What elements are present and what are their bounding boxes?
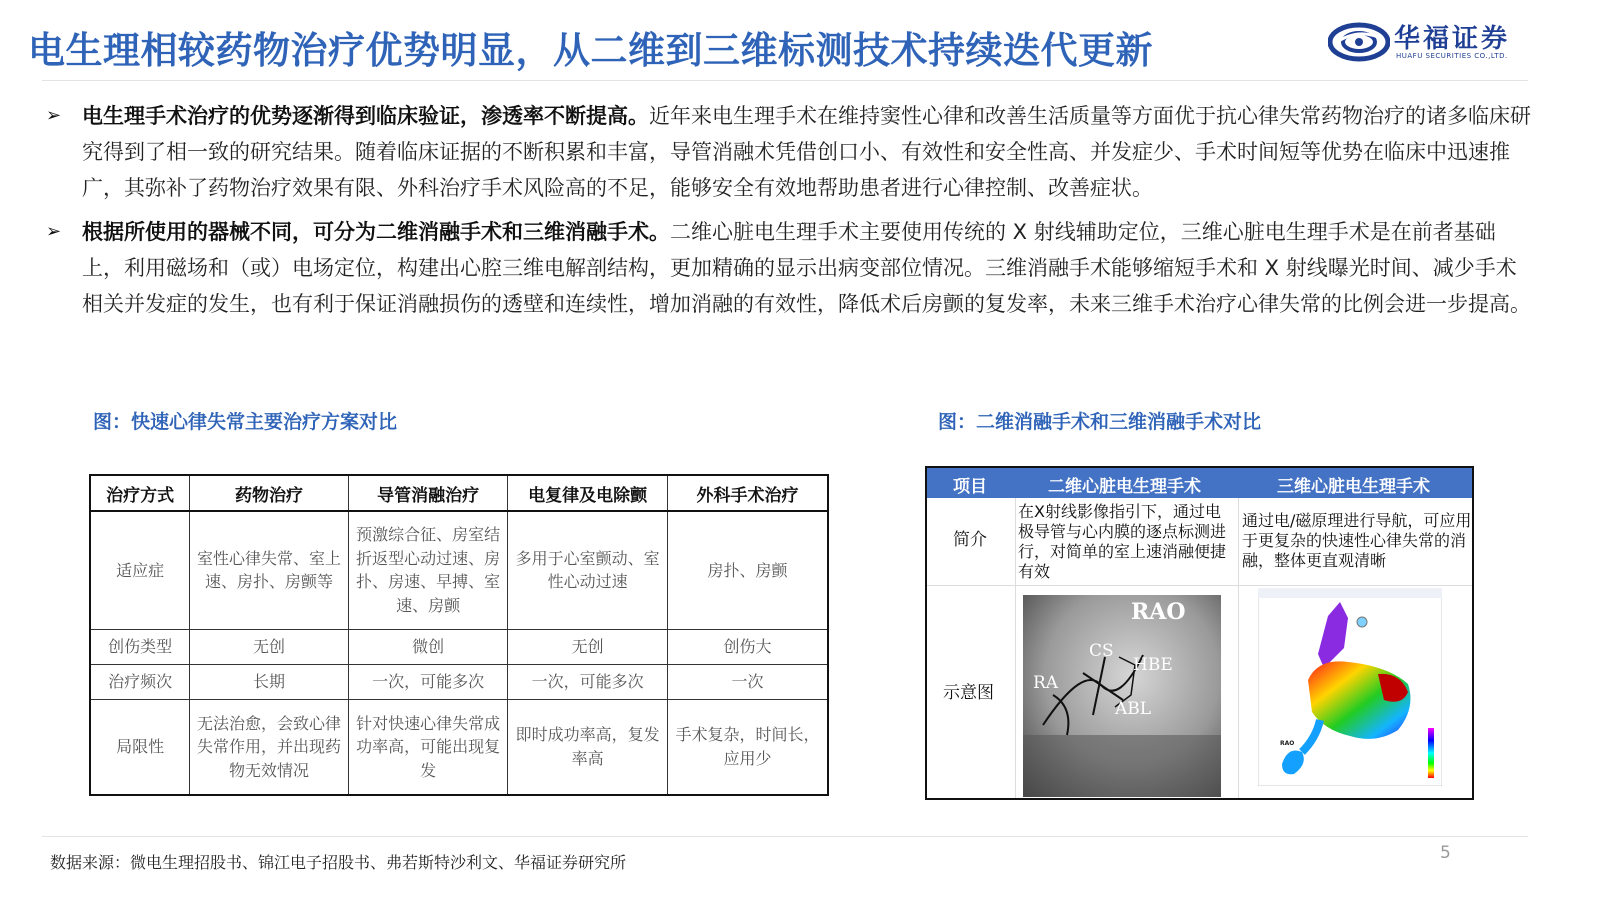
column-divider: [1238, 498, 1239, 798]
xray-label-ra: RA: [1033, 673, 1059, 693]
bullet-item: [46, 214, 1536, 322]
bullet-item: [46, 98, 1536, 206]
bullet-body: 近年来电生理手术在维持窦性心律和改善生活质量等方面优于抗心律失常药物治疗的诸多临床研究得到了相一致的研究结果。随着临床证据的不断积累和丰富，导管消融术凭借创口小、有效性和安全性高、并发症少、手术时间短等优势在临床中迅速推广，其弥补了药物治疗效果有限、外科治疗手术风险高的不足，能够安全有效地帮助患者进行心律控制、改善症状。: [82, 104, 1531, 200]
3d-electroanatomic-map-image: [1258, 588, 1442, 786]
table2-header-item: 项目: [953, 477, 987, 497]
table-cell: 多用于心室颤动、室性心动过速: [508, 511, 668, 629]
table-header-cell: 导管消融治疗: [348, 475, 508, 511]
table-cell: 房扑、房颤: [667, 511, 828, 629]
table-header-cell: 药物治疗: [190, 475, 349, 511]
table-cell: 无创: [190, 629, 349, 664]
table-row: [90, 511, 828, 629]
table-header-row: [90, 475, 828, 511]
table-cell: 局限性: [90, 699, 190, 795]
table-cell: 创伤大: [667, 629, 828, 664]
arrow-bullet-icon: ➢: [46, 105, 62, 126]
table-row: [90, 629, 828, 664]
figure2-caption: 图：二维消融手术和三维消融手术对比: [938, 411, 1262, 433]
map-label-rao: RAO: [1280, 740, 1295, 747]
table-cell: 创伤类型: [90, 629, 190, 664]
row1-label: 简介: [953, 530, 987, 550]
table-cell: 针对快速心律失常成功率高，可能出现复发: [348, 699, 508, 795]
table-cell: 即时成功率高，复发率高: [508, 699, 668, 795]
table-row: [90, 664, 828, 699]
table-cell: 预激综合征、房室结折返型心动过速、房扑、房速、早搏、室速、房颤: [348, 511, 508, 629]
table-cell: 一次，可能多次: [508, 664, 668, 699]
table-cell: 长期: [190, 664, 349, 699]
page-title: 电生理相较药物治疗优势明显，从二维到三维标测技术持续迭代更新: [28, 29, 1153, 72]
table-cell: 一次，可能多次: [348, 664, 508, 699]
table-row: [90, 699, 828, 795]
xray-label-hbe: HBE: [1133, 655, 1173, 675]
header-divider: [42, 80, 1528, 81]
xray-label-cs: CS: [1089, 641, 1114, 661]
data-source-note: 数据来源：微电生理招股书、锦江电子招股书、弗若斯特沙利文、华福证券研究所: [50, 853, 627, 872]
table-cell: 适应症: [90, 511, 190, 629]
table2-header-3d: 三维心脏电生理手术: [1277, 477, 1430, 497]
xray-label-rao: RAO: [1131, 599, 1186, 625]
table-cell: 无法治愈，会致心律失常作用，并出现药物无效情况: [190, 699, 349, 795]
arrow-bullet-icon: ➢: [46, 221, 62, 242]
table-cell: 微创: [348, 629, 508, 664]
table-cell: 室性心律失常、室上速、房扑、房颤等: [190, 511, 349, 629]
xray-fluoroscopy-image: [1023, 595, 1221, 797]
table-header-cell: 电复律及电除颤: [508, 475, 668, 511]
intro-3d-cell: 通过电/磁原理进行导航，可应用于更复杂的快速性心律失常的消融，整体更直观清晰: [1242, 511, 1472, 570]
table-cell: 手术复杂，时间长，应用少: [667, 699, 828, 795]
table2-header-row: [927, 468, 1472, 498]
company-logo: [1328, 16, 1538, 66]
table-cell: 治疗频次: [90, 664, 190, 699]
bullet-body: 二维心脏电生理手术主要使用传统的 X 射线辅助定位，三维心脏电生理手术是在前者基础上，利用磁场和（或）电场定位，构建出心腔三维电解剖结构，更加精确的显示出病变部位情况。三维消融手术能够缩短手术和 X 射线曝光时间、减少手术相关并发症的发生，也有利于保证消融损伤的透壁和连续性，增加消融的有效性，降低术后房颤的复发率，未来三维手术治疗心律失常的比例会进一步提高。: [82, 220, 1531, 316]
table-header-cell: 治疗方式: [90, 475, 190, 511]
table-header-cell: 外科手术治疗: [667, 475, 828, 511]
logo-chinese-name: 华福证券: [1394, 24, 1511, 54]
intro-2d-cell: 在X射线影像指引下，通过电极导管与心内膜的逐点标测进行，对简单的室上速消融便捷有效: [1018, 502, 1227, 581]
treatment-comparison-table: [89, 474, 829, 796]
row-divider: [927, 585, 1472, 586]
logo-english-name: HUAFU SECURITIES CO.,LTD.: [1396, 52, 1508, 60]
3d-map-graphic: [1258, 588, 1442, 786]
page-number: 5: [1440, 843, 1451, 863]
xray-background-graphic: [1023, 595, 1221, 797]
bullet-bold-lead: 电生理手术治疗的优势逐渐得到临床验证，渗透率不断提高。: [82, 104, 649, 128]
huafu-logo-icon: [1328, 22, 1390, 62]
bullet-bold-lead: 根据所使用的器械不同，可分为二维消融手术和三维消融手术。: [82, 220, 670, 244]
ablation-comparison-table: [925, 466, 1474, 800]
table2-header-2d: 二维心脏电生理手术: [1048, 477, 1201, 497]
column-divider: [1015, 498, 1016, 798]
figure1-caption: 图：快速心律失常主要治疗方案对比: [93, 411, 398, 433]
xray-label-abl: ABL: [1115, 699, 1152, 719]
footer-divider: [42, 836, 1528, 837]
bullet-list: [46, 98, 1536, 330]
table-cell: 一次: [667, 664, 828, 699]
row2-label: 示意图: [943, 683, 994, 703]
table-cell: 无创: [508, 629, 668, 664]
